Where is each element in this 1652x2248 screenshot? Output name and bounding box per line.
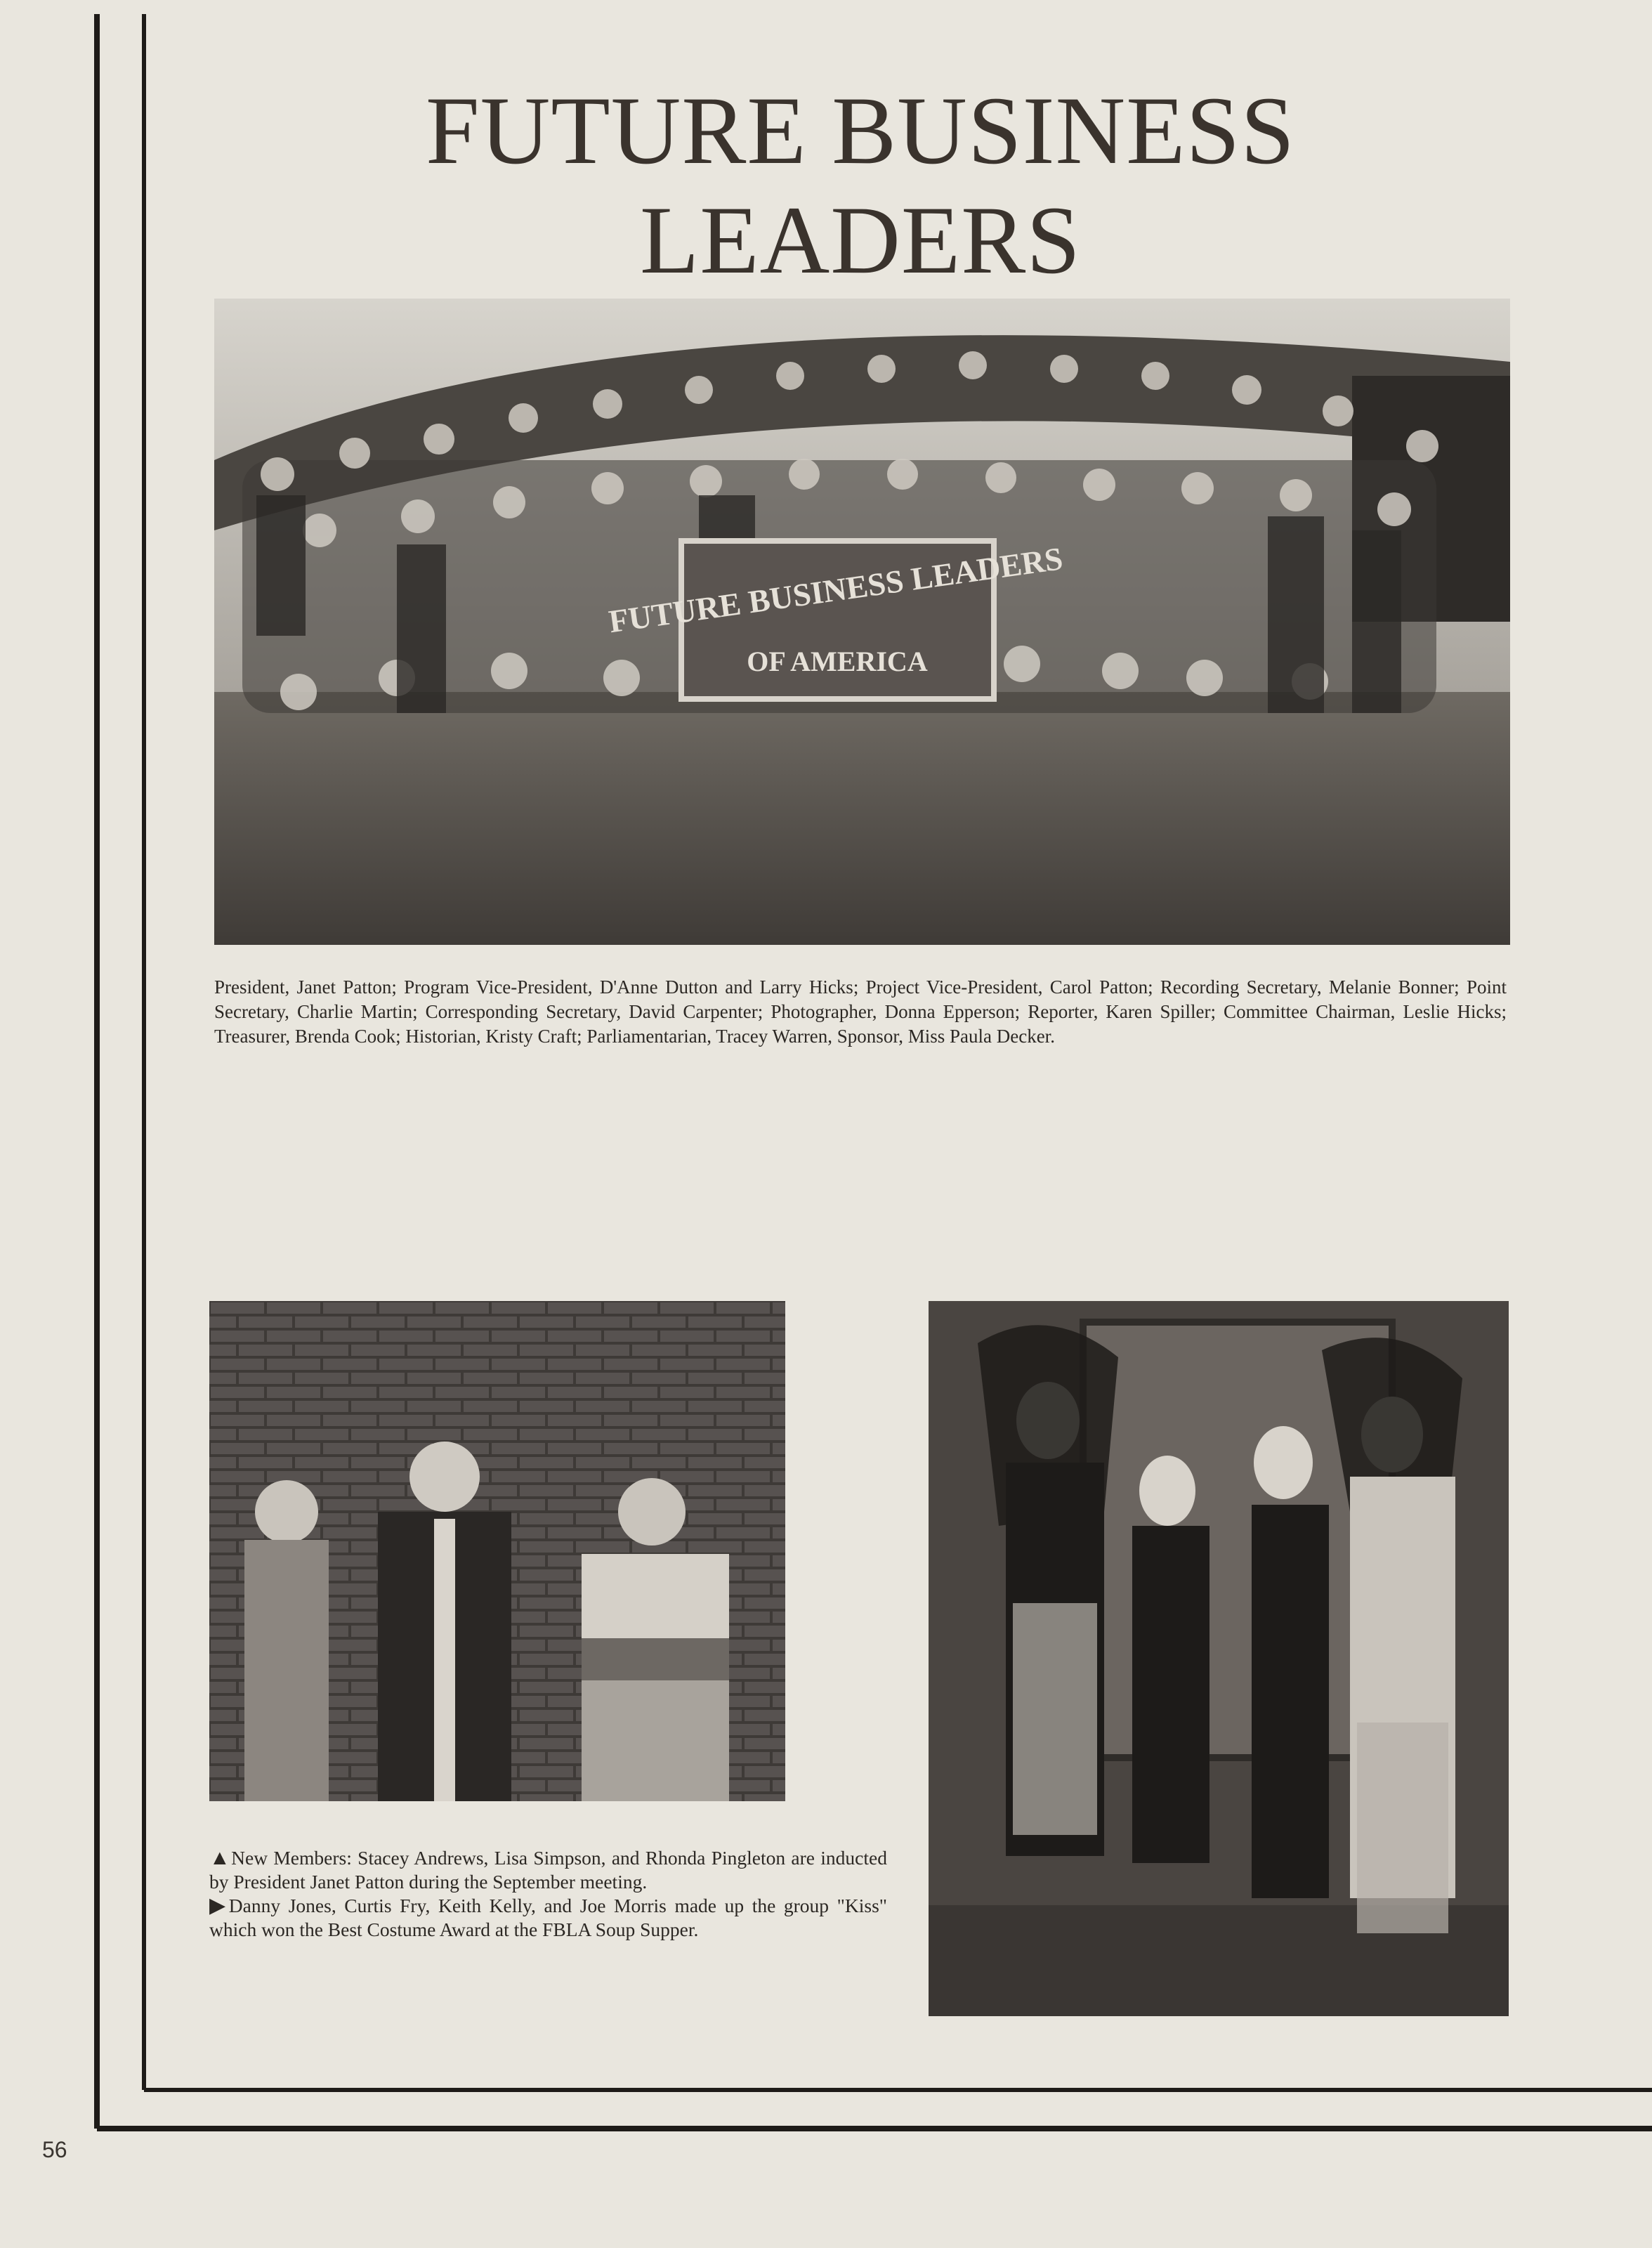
new-members-caption xyxy=(209,1846,887,1894)
group-photo-caption-text: President, Janet Patton; Program Vice-President, D'Anne Dutton and Larry Hicks; Project Vice-President, Carol Patton; Recording Secretary, Melanie Bonner; Point Secretary, Charlie Martin; Corresponding Secretary, David Carpenter; Photographer, Donna Epperson; Reporter, Karen Spiller; Committee Chairman, Leslie Hicks; Treasurer, Brenda Cook; Historian, Kristy Craft; Parliamentarian, Tracey Warren, Sponsor, Miss Paula Decker. xyxy=(214,976,1507,1047)
kiss-costume-photo xyxy=(929,1301,1509,2016)
banner-line-2: OF AMERICA xyxy=(747,646,928,677)
right-triangle-icon: ▶ xyxy=(209,1894,229,1917)
kiss-caption xyxy=(209,1894,887,1942)
banner-line-1: FUTURE BUSINESS LEADERS xyxy=(606,540,1066,640)
page-number: 56 xyxy=(42,2137,67,2162)
new-members-photo xyxy=(209,1301,785,1801)
group-photo-caption xyxy=(214,975,1507,1049)
kiss-caption-text: Danny Jones, Curtis Fry, Keith Kelly, and Joe Morris made up the group "Kiss" which won the Best Costume Award at the FBLA Soup Supper. xyxy=(209,1895,887,1940)
bottom-caption xyxy=(209,1846,887,1942)
group-photo xyxy=(214,299,1510,945)
up-triangle-icon: ▲ xyxy=(209,1846,232,1869)
new-members-caption-text: New Members: Stacey Andrews, Lisa Simpson, and Rhonda Pingleton are inducted by President Janet Patton during the September meeting. xyxy=(209,1847,887,1893)
page-title-line-1: FUTURE BUSINESS LEADERS xyxy=(425,77,1296,294)
